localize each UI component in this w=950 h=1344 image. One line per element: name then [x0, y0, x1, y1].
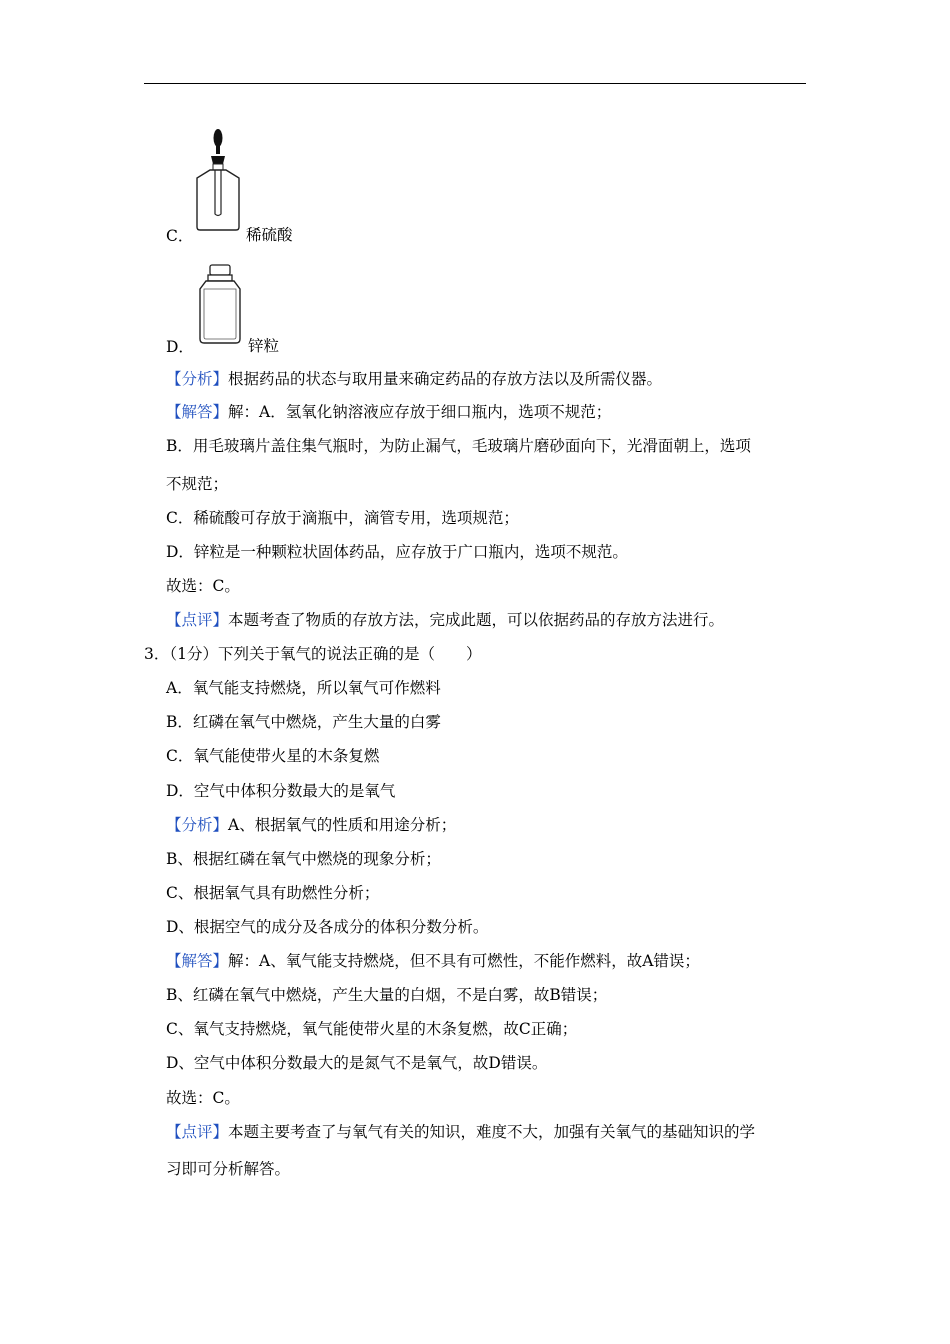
analysis-tag: 【分析】: [166, 370, 229, 388]
q2-answer-b-line1: B．用毛玻璃片盖住集气瓶时，为防止漏气，毛玻璃片磨砂面向下，光滑面朝上，选项: [166, 437, 751, 455]
q3-answer-b: B、红磷在氧气中燃烧，产生大量的白烟，不是白雾，故B错误；: [166, 986, 608, 1004]
q3-stem: 3．（1分）下列关于氧气的说法正确的是（ ）: [144, 645, 482, 663]
q3-option-b: B．红磷在氧气中燃烧，产生大量的白雾: [166, 713, 441, 731]
q2-analysis-text: 根据药品的状态与取用量来确定药品的存放方法以及所需仪器。: [228, 370, 663, 388]
q3-comment-line1: 本题主要考查了与氧气有关的知识，难度不大，加强有关氧气的基础知识的学: [228, 1123, 756, 1141]
q3-comment: [166, 1122, 755, 1142]
q3-analysis: [166, 815, 456, 835]
option-d-text: 锌粒: [248, 337, 280, 355]
option-d-label: D．: [166, 338, 194, 356]
q3-option-a: A．氧气能支持燃烧，所以氧气可作燃料: [166, 679, 441, 697]
q3-option-c: C．氧气能使带火星的木条复燃: [166, 747, 380, 765]
comment-tag: 【点评】: [166, 1123, 229, 1141]
wide-mouth-bottle-icon: [196, 263, 244, 347]
q2-answer-b-line2: 不规范；: [166, 475, 229, 493]
answer-tag: 【解答】: [166, 952, 229, 970]
q3-analysis-b: B、根据红磷在氧气中燃烧的现象分析；: [166, 850, 441, 868]
q2-answer-a: 解：A．氢氧化钠溶液应存放于细口瓶内，选项不规范；: [228, 403, 612, 421]
q3-analysis-a: A、根据氧气的性质和用途分析；: [228, 816, 457, 834]
header-rule: [144, 83, 806, 84]
q2-answer: [166, 402, 611, 422]
q2-answer-d: D．锌粒是一种颗粒状固体药品，应存放于广口瓶内，选项不规范。: [166, 543, 628, 561]
q3-answer: [166, 951, 700, 971]
q3-answer-d: D、空气中体积分数最大的是氮气不是氧气，故D错误。: [166, 1054, 548, 1072]
q3-answer-c: C、氧气支持燃烧，氧气能使带火星的木条复燃，故C正确；: [166, 1020, 578, 1038]
comment-tag: 【点评】: [166, 611, 229, 629]
q3-analysis-c: C、根据氧气具有助燃性分析；: [166, 884, 380, 902]
q2-analysis: [166, 369, 662, 389]
q3-choice: 故选：C。: [166, 1089, 240, 1107]
answer-tag: 【解答】: [166, 403, 229, 421]
q2-comment: [166, 610, 724, 630]
q2-comment-text: 本题考查了物质的存放方法，完成此题，可以依据药品的存放方法进行。: [228, 611, 725, 629]
analysis-tag: 【分析】: [166, 816, 229, 834]
option-c-label: C．: [166, 227, 194, 245]
option-c-text: 稀硫酸: [246, 226, 293, 244]
q2-choice: 故选：C。: [166, 577, 240, 595]
dropper-bottle-icon: [192, 126, 244, 234]
q3-analysis-d: D、根据空气的成分及各成分的体积分数分析。: [166, 918, 489, 936]
q3-option-d: D．空气中体积分数最大的是氧气: [166, 782, 396, 800]
q3-answer-a: 解：A、氧气能支持燃烧，但不具有可燃性，不能作燃料，故A错误；: [228, 952, 700, 970]
q3-comment-line2: 习即可分析解答。: [166, 1160, 291, 1178]
q2-answer-c: C．稀硫酸可存放于滴瓶中，滴管专用，选项规范；: [166, 509, 519, 527]
